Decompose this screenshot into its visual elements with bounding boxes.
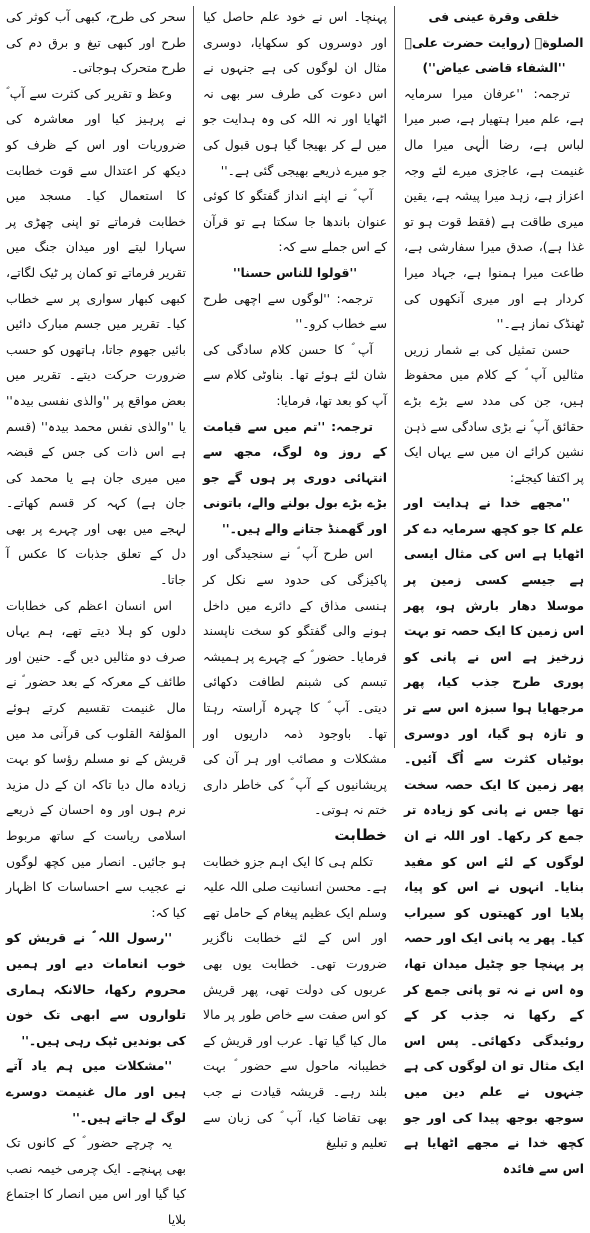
column-divider — [193, 6, 194, 748]
paragraph-waaz-o-taqreer: وعظ و تقریر کی کثرت سے آپ ؐ نے پرہیز کیا اور معاشرہ کی ضروریات اور اس کے ظرف کو دیکھ کر اعتدال سے قوت خطابت کا استعمال کیا۔ مسجد میں خطابت فرماتے تو اپنی چھڑی پر سہارا لیتے اور میدان جنگ میں تقریر فرماتے تو کمان پر ٹیک لگاتے، کبھی کبھار سواری پر سے خطاب کیا۔ تقریر میں جسم مبارک دائیں بائیں جھوم جاتا، ہاتھوں کو حسب ضرورت حرکت دیتے۔ تقریر میں بعض مواقع پر ''والذی نفسی بیدہ'' یا ''والذی نفس محمد بیدہ'' (قسم ہے اس ذات کی جس کے قبضہ میں میری جان ہے یا محمد کی جان ہے) کہہ کر قسم کھاتے۔ لہجے میں بھی اور چہرے پر بھی دل کے تعلق جذبات کا عکس آ جاتا۔ — [6, 85, 186, 588]
section-heading: خطابت — [334, 826, 387, 844]
paragraph-husn-e-tamseel: حسن تمثیل کی بے شمار زریں مثالیں آپ ؐ کے کلام میں محفوظ ہیں، جن کی مدد سے بڑے بڑے حقائق آپ ؐ نے بڑی سادگی سے ذہن نشین کرائے ان میں سے یہاں ایک پر اکتفا کیجئے: — [404, 341, 584, 485]
verse-translation: ترجمہ: ''لوگوں سے اچھی طرح سے خطاب کرو۔'' — [203, 290, 387, 332]
ansar-quote-1: ''رسول اللہ ؐ نے قریش کو خوب انعامات دیے اور ہمیں محروم رکھا، حالانکہ ہماری تلواروں سے ابھی تک خون کی بوندیں ٹپک رہی ہیں۔'' — [6, 930, 186, 1048]
left-column — [6, 4, 186, 1227]
paragraph-parable-end: پہنچا۔ اس نے خود علم حاصل کیا اور دوسروں کو سکھایا، دوسری مثال ان لوگوں کی ہے جنہوں نے اس دعوت کی طرف سر بھی نہ اٹھایا اور نہ اللہ کی وہ ہدایت جو میں لے کر بھیجا گیا ہوں قبول کی جو میرے ذریعے بھیجی گئی ہے۔'' — [203, 9, 387, 178]
column-divider — [394, 6, 395, 748]
hadith-translation: ترجمہ: ''عرفان میرا سرمایہ ہے، علم میرا ہتھیار ہے، صبر میرا لباس ہے، رضا الٰہی میرا مال غنیمت ہے، عاجزی میرے لئے وجہ اعزاز ہے، زہد میرا پیشہ ہے، یقین میری طاقت ہے (فقط قوت ہو تو غذا ہے)، صدق میرا سفارشی ہے، طاعت میرا ہمنوا ہے، جہاد میرا کردار ہے اور میری آنکھوں کی ٹھنڈک نماز ہے۔'' — [404, 85, 584, 332]
paragraph-sanjeedgi: اس طرح آپ ؐ نے سنجیدگی اور پاکیزگی کی حدود سے نکل کر ہنسی مذاق کے دائرے میں داخل ہونے والی گفتگو کو سخت ناپسند فرمایا۔ حضور ؐ کے چہرے پر ہمیشہ تبسم کی شبنم لطافت دکھائی دیتی۔ آپ ؐ کا چہرہ آراستہ رہتا تھا۔ باوجود ذمہ داریوں اور مشکلات و مصائب اور ہر آن کی پریشانیوں کے آپ ؐ کی خاطر داری ختم نہ ہوتی۔ — [203, 546, 387, 818]
arabic-hadith: خلقی وقرة عینی فی الصلوة۔ (روایت حضرت علیؓ ''الشفاء قاضی عیاض'') — [404, 9, 584, 76]
quran-verse: ''قولوا للناس حسنا'' — [232, 264, 358, 280]
paragraph-khitabat: تکلم ہی کا ایک اہم جزو خطابت ہے۔ محسن انسانیت صلی اللہ علیہ وسلم ایک عظیم پیغام کے حامل تھے اور اس کے لئے خطابت ناگزیر ضرورت تھی۔ خطابت یوں بھی عربوں کی دولت تھی، پھر قریش کو اس صفت سے خاص طور پر مالا مال کیا گیا تھا۔ عرب اور قریش کے خطیبانہ ماحول سے حضور ؐ بہت بلند رہے۔ قریشہ قیادت نے جب بھی تقاضا کیا، آپ ؐ کی زبان سے تعلیم و تبلیغ — [203, 853, 387, 1151]
paragraph-andaz-e-guftagu: آپ ؐ نے اپنے انداز گفتگو کا کوئی عنوان باندھا جا سکتا ہے تو قرآن کے اس جملے سے کہ: — [203, 188, 387, 255]
right-column — [404, 4, 584, 1176]
hadith-translation-2: ترجمہ: ''تم میں سے قیامت کے روز وہ لوگ، مجھ سے انتہائی دوری پر ہوں گے جو بڑے بڑے بول بولنے والے، باتونی اور گھمنڈ جتانے والے ہیں۔'' — [203, 418, 387, 536]
hadith-rain-parable: ''مجھے خدا نے ہدایت اور علم کا جو کچھ سرمایہ دے کر اٹھایا ہے اس کی مثال ایسی ہے جیسے کسی زمین پر موسلا دھار بارش ہو، پھر اس زمین کا ایک حصہ تو بہت زرخیز ہے اس نے پانی کو پوری طرح جذب کیا، پھر مرجھایا ہوا سبزہ اس سے تر و تازہ ہو گیا، اور دوسری بوٹیاں کثرت سے اُگ آئیں۔ پھر زمین کا ایک حصہ سخت تھا جس نے پانی کو زیادہ تر جمع کر رکھا۔ اور اللہ نے ان لوگوں کے لئے اس کو مفید بنایا۔ انہوں نے اس کو پیا، پلایا اور کھیتوں کو سیراب کیا۔ پھر یہ پانی ایک اور حصہ پر پہنچا جو چٹیل میدان تھا، وہ اس نے نہ تو پانی جمع کر کے رکھا نہ جذب کر کے روئیدگی دکھائی۔ پس اس ایک مثال تو ان لوگوں کی ہے جنہوں نے علم دین میں سوجھ بوجھ پیدا کی اور جو کچھ خدا نے مجھے اٹھایا ہے اس سے فائدہ — [404, 495, 584, 1176]
paragraph-charchay: یہ چرچے حضور ؐ کے کانوں تک بھی پہنچے۔ ایک چرمی خیمہ نصب کیا گیا اور اس میں انصار کا اجتماع بلایا — [6, 1135, 186, 1227]
paragraph-husn-e-kalam: آپ ؐ کا حسن کلام سادگی کی شان لئے ہوئے تھا۔ بناوٹی کلام سے آپ کو بعد تھا، فرمایا: — [203, 341, 387, 408]
paragraph-continuation: سحر کی طرح، کبھی آب کوثر کی طرح اور کبھی تیغ و برق دم کی طرح متحرک ہوجاتی۔ — [6, 9, 186, 76]
middle-column — [203, 4, 387, 1151]
paragraph-insan-e-azam: اس انسان اعظم کی خطابات دلوں کو ہلا دیتے تھے، ہم یہاں صرف دو مثالیں دیں گے۔ حنین اور طائف کے معرکہ کے بعد حضور ؐ نے مال غنیمت تقسیم کرتے ہوئے المؤلفۃ القلوب کی قرآنی مد میں قریش کے نو مسلم رؤسا کو بہت زیادہ مال دیا تاکہ ان کے دل مزید نرم ہوں اور وہ احسان کے ذریعے اسلامی ریاست کے ساتھ مربوط ہو جائیں۔ انصار میں کچھ لوگوں نے عجیب سے احساسات کا اظہار کیا کہ: — [6, 597, 186, 920]
ansar-quote-2: ''مشکلات میں ہم یاد آتے ہیں اور مال غنیمت دوسرے لوگ لے جاتے ہیں۔'' — [6, 1058, 186, 1125]
